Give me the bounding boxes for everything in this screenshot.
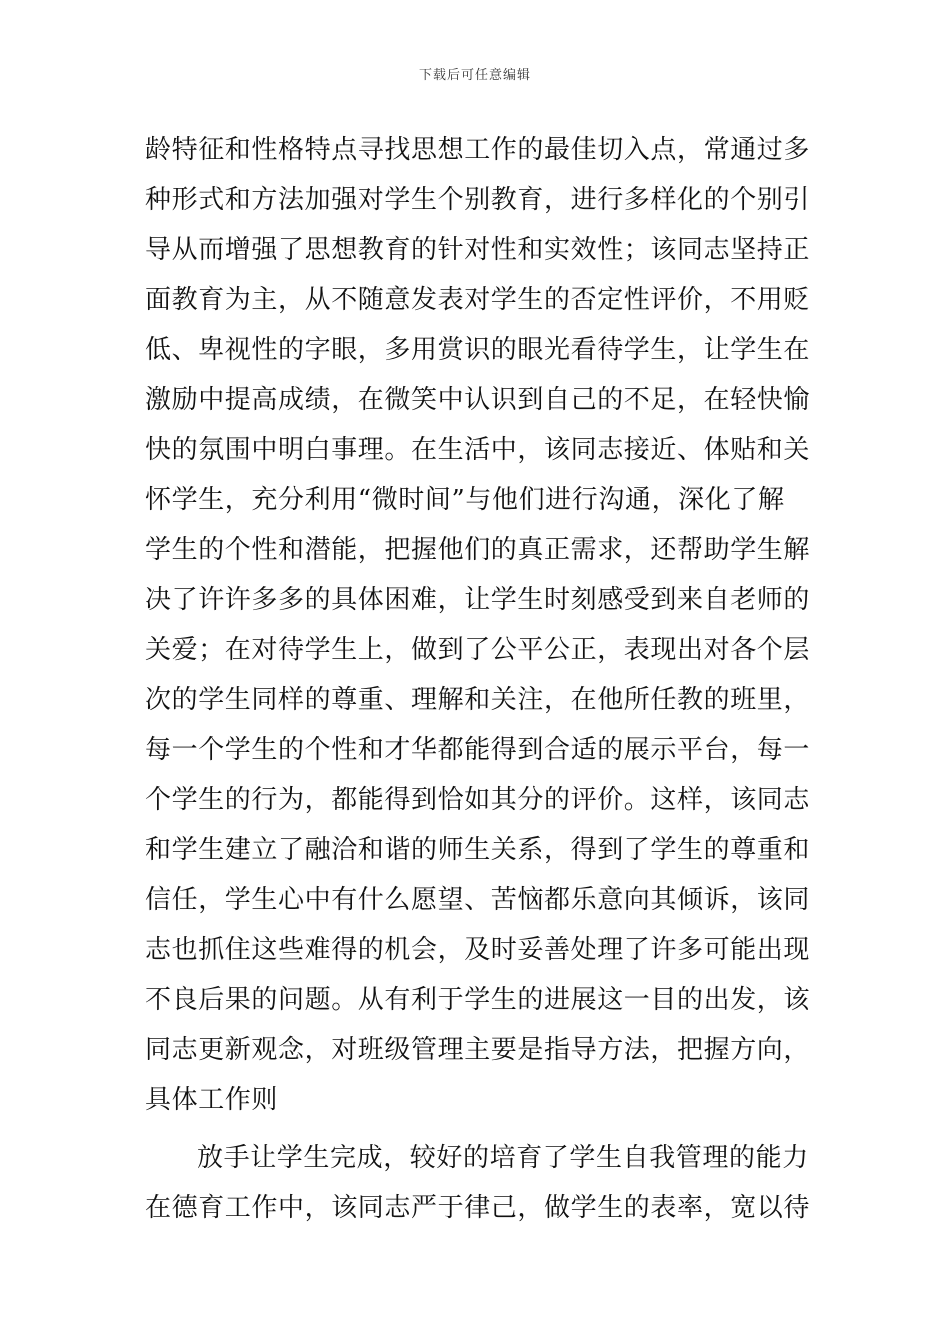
text-line: 种形式和方法加强对学生个别教育，进行多样化的个别引 — [145, 185, 811, 215]
page-header: 下载后可任意编辑 — [418, 68, 531, 83]
text-line: 个学生的行为，都能得到恰如其分的评价。这样，该同志 — [145, 785, 811, 815]
text-line: 志也抓住这些难得的机会，及时妥善处理了许多可能出现 — [145, 935, 811, 965]
text-line: 在德育工作中，该同志严于律己，做学生的表率，宽以待 — [145, 1193, 811, 1223]
paragraph-2 — [145, 1133, 815, 1233]
text-line: 决了许许多多的具体困难，让学生时刻感受到来自老师的 — [145, 585, 811, 615]
text-line: 次的学生同样的尊重、理解和关注，在他所任教的班里， — [145, 685, 811, 715]
text-line: 放手让学生完成，较好的培育了学生自我管理的能力 — [197, 1143, 809, 1173]
text-line: 低、卑视性的字眼，多用赏识的眼光看待学生，让学生在 — [145, 335, 811, 365]
text-line: 信任，学生心中有什么愿望、苦恼都乐意向其倾诉，该同 — [145, 885, 811, 915]
text-line: 同志更新观念，对班级管理主要是指导方法，把握方向， — [145, 1035, 811, 1065]
text-line: 关爱；在对待学生上，做到了公平公正，表现出对各个层 — [145, 635, 811, 665]
text-line: 激励中提高成绩，在微笑中认识到自己的不足，在轻快愉 — [145, 385, 811, 415]
document-body — [145, 125, 815, 1233]
text-line: 不良后果的问题。从有利于学生的进展这一目的出发，该 — [145, 985, 811, 1015]
text-line: 导从而增强了思想教育的针对性和实效性；该同志坚持正 — [145, 235, 811, 265]
text-line: 龄特征和性格特点寻找思想工作的最佳切入点，常通过多 — [145, 135, 811, 165]
paragraph-gap — [145, 1125, 815, 1133]
text-line: 和学生建立了融洽和谐的师生关系，得到了学生的尊重和 — [145, 835, 811, 865]
text-line: 学生的个性和潜能，把握他们的真正需求，还帮助学生解 — [145, 535, 811, 565]
text-line: 具体工作则 — [145, 1085, 279, 1115]
text-line: 面教育为主，从不随意发表对学生的否定性评价，不用贬 — [145, 285, 811, 315]
text-line: 每一个学生的个性和才华都能得到合适的展示平台，每一 — [145, 735, 811, 765]
text-line: 快的氛围中明白事理。在生活中，该同志接近、体贴和关 — [145, 435, 811, 465]
paragraph-1 — [145, 125, 815, 1125]
text-line: 怀学生，充分利用“微时间”与他们进行沟通，深化了解 — [145, 485, 785, 515]
